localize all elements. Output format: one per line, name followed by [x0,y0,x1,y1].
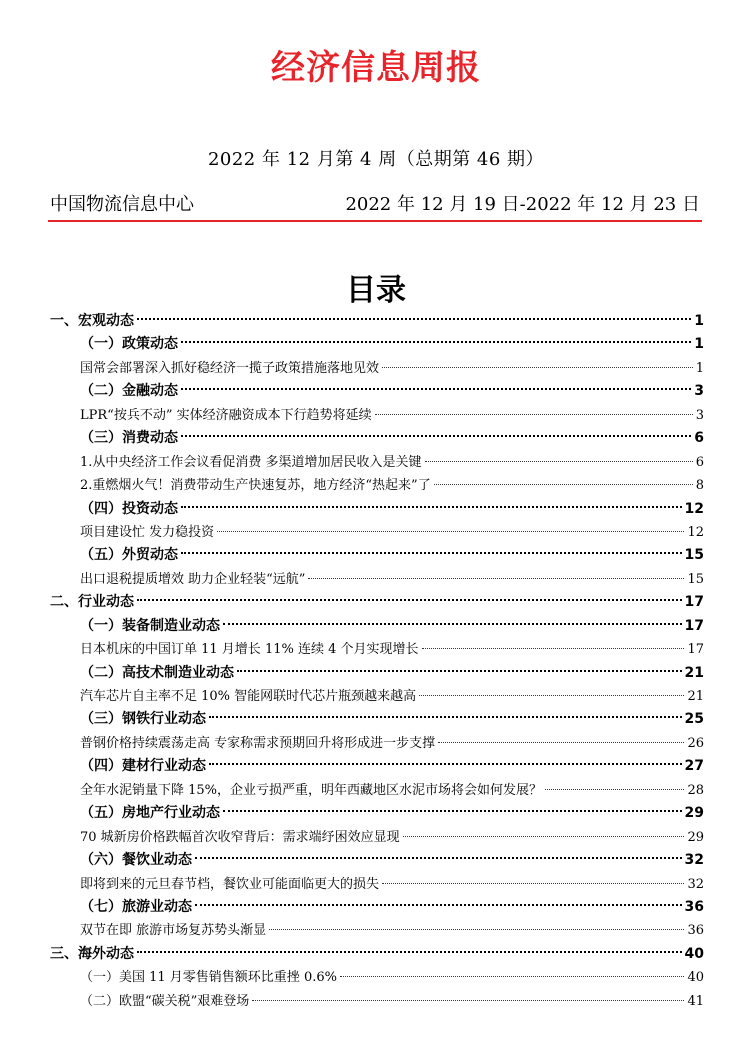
toc-entry-title: 全年水泥销量下降 15%，企业亏损严重，明年西藏地区水泥市场将会如何发展？ [80,782,543,798]
toc-subsection-entry[interactable] [50,708,704,731]
dot-leader [181,552,682,554]
toc-section-entry[interactable] [50,943,704,966]
toc-entry-title: （二）高技术制造业动态 [80,664,234,681]
toc-page-number: 36 [684,898,704,915]
dot-leader [269,929,684,930]
toc-page-number: 26 [687,735,704,751]
table-of-contents [50,310,704,1013]
report-title: 经济信息周报 [271,48,481,88]
toc-heading: 目录 [346,273,406,308]
toc-entry-title: （三）钢铁行业动态 [80,711,206,728]
toc-article-entry[interactable] [50,451,704,474]
toc-entry-title: 70 城新房价格跌幅首次收窄背后：需求端纾困效应显现 [80,829,400,845]
toc-entry-title: 双节在即 旅游市场复苏势头渐显 [80,923,267,939]
toc-entry-title: 一、宏观动态 [50,313,134,329]
toc-page-number: 6 [694,430,704,447]
toc-page-number: 28 [687,782,704,798]
toc-page-number: 32 [684,852,704,869]
toc-entry-title: （二）金融动态 [80,383,178,400]
toc-page-number: 17 [684,594,704,611]
toc-entry-title: 日本机床的中国订单 11 月增长 11% 连续 4 个月实现增长 [80,642,419,658]
dot-leader [403,836,685,837]
toc-page-number: 6 [695,454,704,470]
toc-section-entry[interactable] [50,310,704,333]
dot-leader [419,695,684,696]
dot-leader [252,1000,684,1001]
toc-page-number: 15 [687,571,704,587]
toc-article-entry[interactable] [50,638,704,661]
header-divider [48,220,702,222]
date-range: 2022 年 12 月 19 日-2022 年 12 月 23 日 [345,194,700,215]
toc-page-number: 12 [684,500,704,517]
toc-entry-title: （一）装备制造业动态 [80,617,220,634]
dot-leader [195,904,682,906]
dot-leader [223,623,682,625]
toc-page-number: 40 [684,945,704,962]
toc-article-entry[interactable] [50,521,704,544]
toc-entry-title: 二、行业动态 [50,594,134,611]
dot-leader [181,388,691,390]
dot-leader [209,716,682,718]
toc-entry-title: （三）消费动态 [80,430,178,447]
dot-leader [181,506,682,508]
toc-page-number: 41 [687,993,704,1009]
toc-entry-title: （六）餐饮业动态 [80,852,192,869]
toc-entry-title: 项目建设忙 发力稳投资 [80,524,215,540]
dot-leader [181,341,691,343]
dot-leader [209,763,682,765]
toc-article-entry[interactable] [50,474,704,497]
dot-leader [181,435,691,437]
toc-article-entry[interactable] [50,779,704,802]
dot-leader [195,857,682,859]
toc-page-number: 29 [687,829,704,845]
dot-leader [425,461,693,462]
dot-leader [382,367,693,368]
toc-page-number: 8 [695,478,704,494]
dot-leader [223,810,682,812]
toc-entry-title: 国常会部署深入抓好稳经济一揽子政策措施落地见效 [80,360,380,376]
toc-article-entry[interactable] [50,685,704,708]
issue-line: 2022 年 12 月第 4 周（总期第 46 期） [207,149,545,170]
toc-subsection-entry[interactable] [50,615,704,638]
toc-entry-title: 2.重燃烟火气！消费带动生产快速复苏，地方经济“热起来”了 [80,478,431,494]
toc-entry-title: （七）旅游业动态 [80,898,192,915]
toc-page-number: 17 [684,617,704,634]
toc-article-entry[interactable] [50,990,704,1013]
dot-leader [438,742,684,743]
dot-leader [382,883,684,884]
toc-page-number: 12 [687,524,704,540]
toc-page-number: 1 [695,360,704,376]
toc-entry-title: 出口退税提质增效 助力企业轻装“远航” [80,571,306,587]
toc-page-number: 21 [687,689,704,704]
toc-subsection-entry[interactable] [50,802,704,825]
toc-page-number: 15 [684,547,704,564]
toc-subsection-entry[interactable] [50,755,704,778]
toc-article-entry[interactable] [50,919,704,942]
toc-article-entry[interactable] [50,826,704,849]
toc-entry-title: 1.从中央经济工作会议看促消费 多渠道增加居民收入是关键 [80,454,422,470]
toc-subsection-entry[interactable] [50,333,704,356]
toc-page-number: 25 [684,711,704,728]
toc-subsection-entry[interactable] [50,380,704,403]
dot-leader [137,951,682,953]
dot-leader [545,789,684,790]
toc-page-number: 3 [694,383,704,400]
toc-page-number: 3 [695,407,704,423]
toc-section-entry[interactable] [50,591,704,614]
toc-entry-title: 汽车芯片自主率不足 10% 智能网联时代芯片瓶颈越来越高 [80,689,417,704]
dot-leader [137,599,682,601]
toc-subsection-entry[interactable] [50,662,704,685]
toc-article-entry[interactable] [50,568,704,591]
toc-entry-title: （四）投资动态 [80,500,178,517]
toc-entry-title: （二）欧盟“碳关税”艰难登场 [80,993,250,1009]
toc-article-entry[interactable] [50,404,704,427]
toc-entry-title: （一）美国 11 月零售销售额环比重挫 0.6% [80,970,337,986]
toc-article-entry[interactable] [50,873,704,896]
toc-subsection-entry[interactable] [50,849,704,872]
toc-entry-title: LPR“按兵不动” 实体经济融资成本下行趋势将延续 [80,407,372,423]
dot-leader [217,531,684,532]
dot-leader [340,976,684,977]
toc-page-number: 27 [684,758,704,775]
toc-page-number: 29 [684,805,704,822]
toc-subsection-entry[interactable] [50,896,704,919]
toc-entry-title: （四）建材行业动态 [80,758,206,775]
toc-subsection-entry[interactable] [50,544,704,567]
toc-entry-title: （一）政策动态 [80,336,178,353]
dot-leader [308,578,684,579]
toc-subsection-entry[interactable] [50,498,704,521]
toc-page-number: 32 [687,876,704,892]
dot-leader [422,648,685,649]
toc-entry-title: （五）外贸动态 [80,547,178,564]
dot-leader [434,484,693,485]
toc-article-entry[interactable] [50,732,704,755]
toc-entry-title: 三、海外动态 [50,945,134,962]
toc-page-number: 17 [687,642,704,658]
dot-leader [137,318,691,320]
dot-leader [237,670,682,672]
toc-page-number: 21 [684,664,704,681]
organization-name: 中国物流信息中心 [50,194,194,215]
dot-leader [375,414,693,415]
toc-page-number: 36 [687,923,704,939]
toc-page-number: 40 [687,970,704,986]
toc-entry-title: （五）房地产行业动态 [80,805,220,822]
toc-page-number: 1 [694,336,704,353]
toc-page-number: 1 [694,313,704,329]
toc-article-entry[interactable] [50,357,704,380]
toc-subsection-entry[interactable] [50,427,704,450]
toc-article-entry[interactable] [50,966,704,989]
toc-entry-title: 普钢价格持续震荡走高 专家称需求预期回升将形成进一步支撑 [80,735,436,751]
toc-entry-title: 即将到来的元旦春节档，餐饮业可能面临更大的损失 [80,876,380,892]
